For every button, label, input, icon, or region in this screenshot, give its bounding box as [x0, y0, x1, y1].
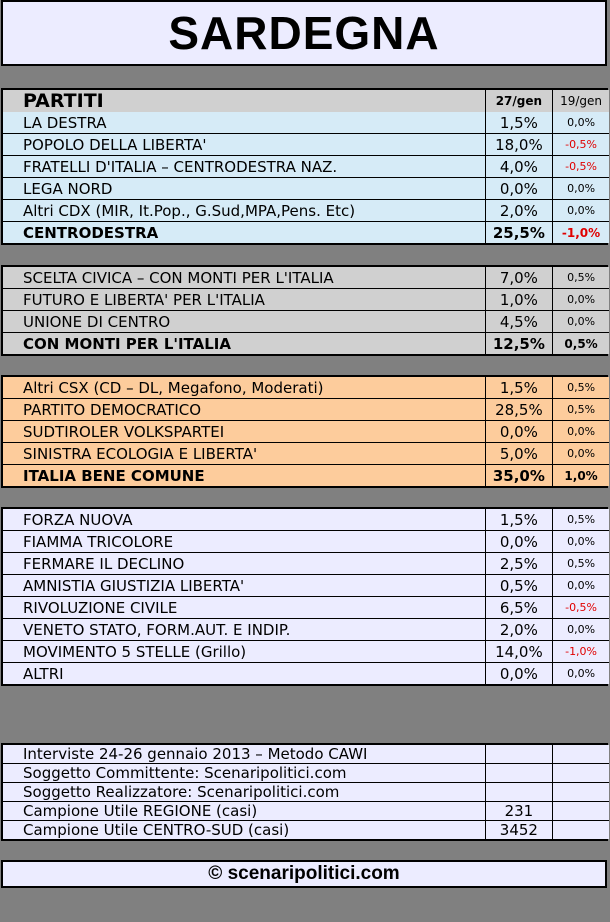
table-row	[3, 421, 609, 443]
table-row	[3, 112, 609, 134]
previous-change: 0,5%	[553, 553, 609, 575]
info-value	[485, 764, 552, 783]
table-row	[3, 443, 609, 465]
previous-change: 0,5%	[553, 267, 609, 289]
info-row	[3, 783, 609, 802]
current-value: 0,0%	[485, 421, 552, 443]
info-row	[3, 802, 609, 821]
info-empty-cell	[553, 802, 609, 821]
info-label: Campione Utile REGIONE (casi)	[3, 802, 485, 821]
party-name: FORZA NUOVA	[3, 509, 485, 531]
table-row	[3, 289, 609, 311]
table-row	[3, 377, 609, 399]
page-title: SARDEGNA	[168, 7, 440, 59]
header-partiti: PARTITI	[3, 90, 485, 112]
party-name: SCELTA CIVICA – CON MONTI PER L'ITALIA	[3, 267, 485, 289]
previous-change: 0,0%	[553, 619, 609, 641]
party-name: FUTURO E LIBERTA' PER L'ITALIA	[3, 289, 485, 311]
party-name: SINISTRA ECOLOGIA E LIBERTA'	[3, 443, 485, 465]
current-value: 12,5%	[485, 333, 552, 355]
footer-copyright: © scenaripolitici.com	[208, 863, 400, 884]
party-name: CENTRODESTRA	[3, 222, 485, 244]
table-total-row	[3, 333, 609, 355]
party-name: Altri CDX (MIR, It.Pop., G.Sud,MPA,Pens. Etc)	[3, 200, 485, 222]
info-row	[3, 821, 609, 840]
table-total-row	[3, 465, 609, 487]
survey-info	[1, 743, 608, 841]
table-row	[3, 509, 609, 531]
current-value: 1,5%	[485, 509, 552, 531]
current-value: 28,5%	[485, 399, 552, 421]
party-name: FIAMMA TRICOLORE	[3, 531, 485, 553]
table-row	[3, 178, 609, 200]
current-value: 7,0%	[485, 267, 552, 289]
party-name: CON MONTI PER L'ITALIA	[3, 333, 485, 355]
party-name: SUDTIROLER VOLKSPARTEI	[3, 421, 485, 443]
previous-change: -1,0%	[553, 222, 609, 244]
previous-change: 0,0%	[553, 112, 609, 134]
table-row	[3, 156, 609, 178]
info-empty-cell	[553, 821, 609, 840]
current-value: 14,0%	[485, 641, 552, 663]
party-name: AMNISTIA GIUSTIZIA LIBERTA'	[3, 575, 485, 597]
party-name: Altri CSX (CD – DL, Megafono, Moderati)	[3, 377, 485, 399]
table-row	[3, 619, 609, 641]
previous-change: 0,0%	[553, 575, 609, 597]
info-row	[3, 745, 609, 764]
info-value: 231	[485, 802, 552, 821]
group-centrodestra	[1, 88, 608, 245]
current-value: 18,0%	[485, 134, 552, 156]
party-name: VENETO STATO, FORM.AUT. E INDIP.	[3, 619, 485, 641]
party-name: RIVOLUZIONE CIVILE	[3, 597, 485, 619]
current-value: 35,0%	[485, 465, 552, 487]
party-name: POPOLO DELLA LIBERTA'	[3, 134, 485, 156]
previous-change: -1,0%	[553, 641, 609, 663]
previous-change: -0,5%	[553, 134, 609, 156]
previous-change: 0,0%	[553, 289, 609, 311]
party-name: FERMARE IL DECLINO	[3, 553, 485, 575]
party-name: LEGA NORD	[3, 178, 485, 200]
info-label: Soggetto Realizzatore: Scenaripolitici.com	[3, 783, 485, 802]
info-empty-cell	[553, 783, 609, 802]
current-value: 1,5%	[485, 112, 552, 134]
header-previous-date: 19/gen	[553, 90, 609, 112]
current-value: 4,0%	[485, 156, 552, 178]
info-empty-cell	[553, 764, 609, 783]
table-header	[3, 90, 609, 112]
previous-change: -0,5%	[553, 597, 609, 619]
party-name: MOVIMENTO 5 STELLE (Grillo)	[3, 641, 485, 663]
current-value: 1,0%	[485, 289, 552, 311]
table-row	[3, 597, 609, 619]
table-row	[3, 311, 609, 333]
current-value: 0,0%	[485, 531, 552, 553]
current-value: 25,5%	[485, 222, 552, 244]
party-name: LA DESTRA	[3, 112, 485, 134]
table-row	[3, 663, 609, 685]
group-altri-partiti	[1, 507, 608, 686]
previous-change: 0,5%	[553, 333, 609, 355]
table-row	[3, 641, 609, 663]
current-value: 2,5%	[485, 553, 552, 575]
previous-change: 0,0%	[553, 421, 609, 443]
table-row	[3, 553, 609, 575]
party-name: ALTRI	[3, 663, 485, 685]
info-value: 3452	[485, 821, 552, 840]
info-label: Campione Utile CENTRO-SUD (casi)	[3, 821, 485, 840]
previous-change: 1,0%	[553, 465, 609, 487]
current-value: 0,5%	[485, 575, 552, 597]
info-value	[485, 783, 552, 802]
current-value: 1,5%	[485, 377, 552, 399]
info-row	[3, 764, 609, 783]
previous-change: 0,5%	[553, 509, 609, 531]
table-row	[3, 399, 609, 421]
party-name: PARTITO DEMOCRATICO	[3, 399, 485, 421]
current-value: 0,0%	[485, 663, 552, 685]
previous-change: 0,5%	[553, 399, 609, 421]
previous-change: -0,5%	[553, 156, 609, 178]
party-name: ITALIA BENE COMUNE	[3, 465, 485, 487]
previous-change: 0,0%	[553, 531, 609, 553]
party-name: FRATELLI D'ITALIA – CENTRODESTRA NAZ.	[3, 156, 485, 178]
info-empty-cell	[553, 745, 609, 764]
table-total-row	[3, 222, 609, 244]
previous-change: 0,5%	[553, 377, 609, 399]
party-name: UNIONE DI CENTRO	[3, 311, 485, 333]
table-row	[3, 200, 609, 222]
current-value: 2,0%	[485, 619, 552, 641]
info-label: Interviste 24-26 gennaio 2013 – Metodo CAWI	[3, 745, 485, 764]
previous-change: 0,0%	[553, 663, 609, 685]
table-row	[3, 267, 609, 289]
current-value: 2,0%	[485, 200, 552, 222]
info-value	[485, 745, 552, 764]
previous-change: 0,0%	[553, 200, 609, 222]
current-value: 4,5%	[485, 311, 552, 333]
page-title-box	[1, 0, 607, 66]
group-monti	[1, 265, 608, 356]
footer-box	[1, 860, 607, 888]
current-value: 0,0%	[485, 178, 552, 200]
current-value: 6,5%	[485, 597, 552, 619]
info-label: Soggetto Committente: Scenaripolitici.com	[3, 764, 485, 783]
header-current-date: 27/gen	[485, 90, 552, 112]
previous-change: 0,0%	[553, 178, 609, 200]
current-value: 5,0%	[485, 443, 552, 465]
table-row	[3, 575, 609, 597]
table-row	[3, 531, 609, 553]
previous-change: 0,0%	[553, 311, 609, 333]
table-row	[3, 134, 609, 156]
previous-change: 0,0%	[553, 443, 609, 465]
group-centrosinistra	[1, 375, 608, 488]
